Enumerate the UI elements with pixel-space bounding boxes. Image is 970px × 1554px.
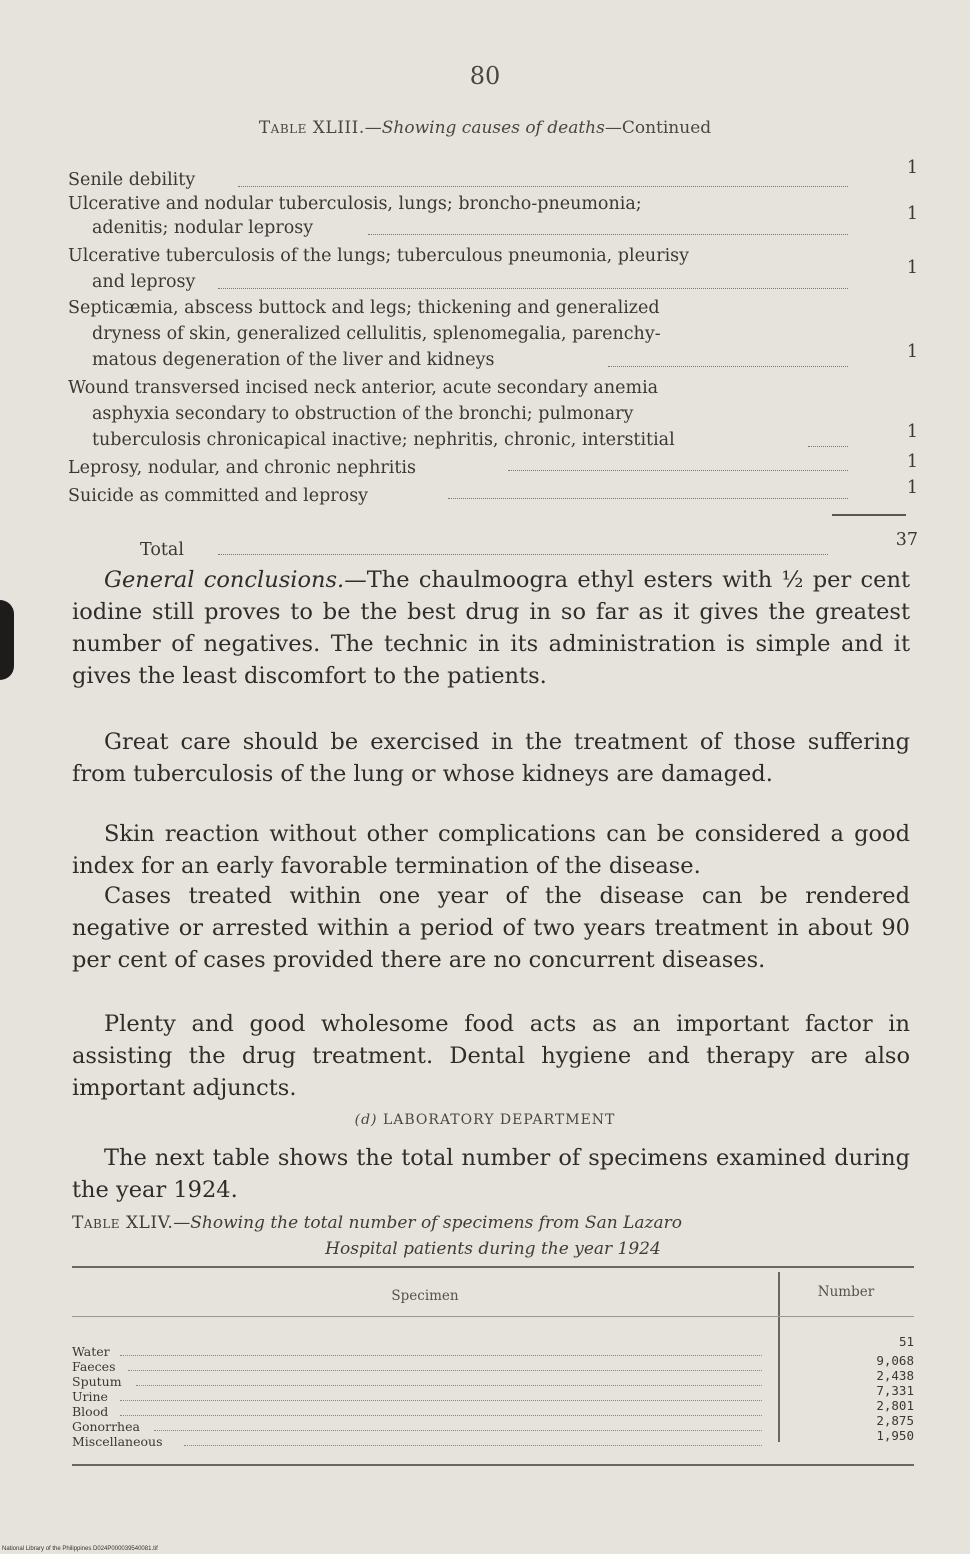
specimen-count: 2,801 xyxy=(876,1398,914,1413)
cause-line: and leprosy xyxy=(92,272,196,292)
table44-caption xyxy=(72,1210,914,1262)
cause-count: 1 xyxy=(906,258,918,278)
conclusion-text: —The chaulmoogra ethyl esters with ½ per cent iodine still proves to be the best drug in so far as it gives the greatest number of negatives. The technic in its administration is simple and it gives the least discomfort to the patients. xyxy=(72,567,910,689)
total-value: 37 xyxy=(895,530,918,550)
leader-dots xyxy=(136,1385,762,1386)
death-cause-row xyxy=(68,478,918,508)
header-rule xyxy=(72,1316,914,1317)
leader-dots xyxy=(218,288,848,289)
conclusions-heading: General conclusions. xyxy=(104,567,345,593)
leader-dots xyxy=(218,554,828,555)
leader-dots xyxy=(808,446,848,447)
lab-intro-text: The next table shows the total number of specimens examined during the year 1924. xyxy=(72,1145,910,1203)
death-cause-row xyxy=(68,296,918,372)
column-header-number: Number xyxy=(817,1284,875,1300)
death-cause-row xyxy=(68,376,918,452)
conclusion-paragraph-2 xyxy=(72,726,910,790)
specimen-count: 9,068 xyxy=(876,1353,914,1368)
specimen-count: 1,950 xyxy=(876,1428,914,1443)
table43-continued: —Continued xyxy=(604,118,712,138)
leader-dots xyxy=(448,498,848,499)
specimen-count: 2,438 xyxy=(876,1368,914,1383)
specimen-name: Faeces xyxy=(72,1359,116,1374)
cause-count: 1 xyxy=(906,478,918,498)
death-cause-row xyxy=(68,158,918,192)
table43-title: —Showing causes of deaths xyxy=(364,118,605,138)
specimen-name: Sputum xyxy=(72,1374,122,1389)
cause-line: Ulcerative tuberculosis of the lungs; tuberculous pneumonia, pleurisy xyxy=(68,246,690,266)
lab-intro-paragraph xyxy=(72,1142,910,1206)
leader-dots xyxy=(154,1430,762,1431)
specimen-name: Blood xyxy=(72,1404,109,1419)
leader-dots xyxy=(184,1445,762,1446)
table-top-rule xyxy=(72,1266,914,1268)
cause-count: 1 xyxy=(906,342,918,362)
cause-line: asphyxia secondary to obstruction of the bronchi; pulmonary xyxy=(92,404,634,424)
specimen-name: Water xyxy=(72,1344,110,1359)
death-cause-row xyxy=(68,244,918,292)
cause-line: dryness of skin, generalized cellulitis, splenomegalia, parenchy- xyxy=(92,324,661,344)
conclusion-text: Skin reaction without other complications can be considered a good index for an early favorable termination of the disease. xyxy=(72,821,910,879)
death-cause-row xyxy=(68,192,918,240)
total-row xyxy=(68,530,918,562)
table-row xyxy=(72,1334,914,1359)
total-label: Total xyxy=(140,540,184,560)
conclusion-text: Cases treated within one year of the disease can be rendered negative or arrested within a period of two years treatment in about 90 per cent of cases provided there are no concurrent diseases. xyxy=(72,883,910,973)
cause-count: 1 xyxy=(906,422,918,442)
cause-line: tuberculosis chronicapical inactive; nephritis, chronic, interstitial xyxy=(92,430,675,450)
specimen-count: 51 xyxy=(898,1334,914,1349)
cause-line: Senile debility xyxy=(68,170,196,190)
table43-label: Table XLIII. xyxy=(258,118,365,138)
binding-shadow xyxy=(0,600,14,680)
section-title: LABORATORY DEPARTMENT xyxy=(382,1112,616,1128)
cause-line: Suicide as committed and leprosy xyxy=(68,486,369,506)
conclusion-paragraph-5 xyxy=(72,1008,910,1104)
cause-line: adenitis; nodular leprosy xyxy=(92,218,314,238)
specimen-count: 2,875 xyxy=(876,1413,914,1428)
column-header-specimen: Specimen xyxy=(391,1288,459,1304)
specimen-name: Gonorrhea xyxy=(72,1419,140,1434)
leader-dots xyxy=(368,234,848,235)
conclusion-paragraph-3 xyxy=(72,818,910,882)
cause-line: Septicæmia, abscess buttock and legs; thickening and generalized xyxy=(68,298,660,318)
table-row xyxy=(72,1398,914,1419)
leader-dots xyxy=(238,186,848,187)
table-bottom-rule xyxy=(72,1464,914,1466)
table44-label: Table XLIV. xyxy=(72,1213,174,1233)
section-heading xyxy=(0,1112,970,1128)
cause-line: Leprosy, nodular, and chronic nephritis xyxy=(68,458,416,478)
table-row xyxy=(72,1353,914,1374)
cause-count: 1 xyxy=(906,204,918,224)
scan-footer: National Library of the Philippines D024P000039540081.tif xyxy=(2,1546,158,1552)
leader-dots xyxy=(120,1400,762,1401)
conclusion-paragraph-1 xyxy=(72,564,910,692)
page-number: 80 xyxy=(469,62,501,90)
table-row xyxy=(72,1368,914,1389)
leader-dots xyxy=(508,470,848,471)
cause-count: 1 xyxy=(906,158,918,178)
cause-line: Wound transversed incised neck anterior, acute secondary anemia xyxy=(68,378,659,398)
table-row xyxy=(72,1428,914,1449)
cause-count: 1 xyxy=(906,452,918,472)
conclusion-text: Great care should be exercised in the treatment of those suffering from tuberculosis of the lung or whose kidneys are damaged. xyxy=(72,729,910,787)
cause-line: Ulcerative and nodular tuberculosis, lungs; broncho-pneumonia; xyxy=(68,194,642,214)
specimen-count: 7,331 xyxy=(876,1383,914,1398)
death-cause-row xyxy=(68,452,918,480)
leader-dots xyxy=(128,1370,762,1371)
leader-dots xyxy=(608,366,848,367)
table44-title-line1: —Showing the total number of specimens from San Lazaro xyxy=(173,1213,682,1233)
table43-caption xyxy=(0,118,970,138)
leader-dots xyxy=(120,1415,762,1416)
table-row xyxy=(72,1413,914,1434)
table-row xyxy=(72,1383,914,1404)
specimen-name: Miscellaneous xyxy=(72,1434,163,1449)
specimen-name: Urine xyxy=(72,1389,108,1404)
specimen-table xyxy=(72,1266,914,1466)
total-rule xyxy=(832,514,906,516)
conclusion-paragraph-4 xyxy=(72,880,910,976)
conclusion-text: Plenty and good wholesome food acts as an important factor in assisting the drug treatment. Dental hygiene and therapy are also important adjuncts. xyxy=(72,1011,910,1101)
leader-dots xyxy=(120,1355,762,1356)
table44-title-line2: Hospital patients during the year 1924 xyxy=(325,1239,661,1259)
section-letter: (d) xyxy=(354,1112,378,1128)
cause-line: matous degeneration of the liver and kidneys xyxy=(92,350,495,370)
